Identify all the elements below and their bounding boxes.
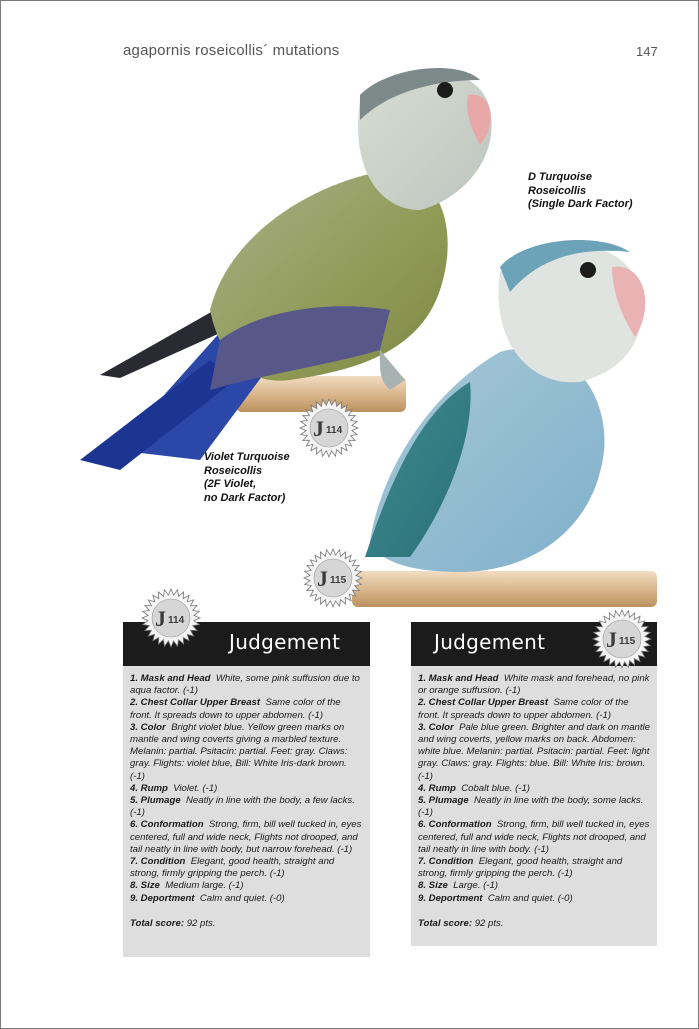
- item-label: 9. Deportment: [130, 892, 195, 904]
- item-label: 5. Plumage: [418, 795, 469, 807]
- badge-letter: J: [155, 606, 166, 631]
- judgement-item: [130, 795, 364, 819]
- judgement-panel-right: [411, 622, 657, 946]
- item-label: 6. Conformation: [418, 819, 492, 831]
- item-text: Strong, firm, bill well tucked in, eyes centered, full and wide neck, Flights not drooped, and tail neatly in line with body. (-1): [418, 819, 650, 855]
- caption-line: D Turquoise: [528, 171, 592, 183]
- judgement-item: [418, 880, 651, 892]
- caption-line: no Dark Factor): [204, 491, 286, 504]
- j115-badge-photo: [303, 548, 363, 608]
- judgement-item: [130, 856, 364, 880]
- item-text: Same color of the front. It spreads down to upper abdomen. (-1): [130, 697, 341, 721]
- judgement-item: [130, 819, 364, 856]
- judgement-list: [411, 666, 657, 905]
- judgement-item: [130, 783, 364, 795]
- item-text: Large. (-1): [453, 880, 499, 892]
- item-text: Elegant, good health, straight and strong, firmly gripping the perch. (-1): [418, 856, 623, 880]
- judgement-item: [418, 819, 651, 856]
- item-label: 4. Rump: [130, 782, 168, 794]
- badge-number: 115: [619, 636, 636, 647]
- item-label: 3. Color: [418, 721, 454, 733]
- caption-line: Roseicollis: [528, 184, 587, 197]
- item-label: 4. Rump: [418, 782, 456, 794]
- badge-letter: J: [606, 627, 617, 652]
- item-text: Violet. (-1): [173, 782, 218, 794]
- item-label: 2. Chest Collar Upper Breast: [418, 697, 549, 709]
- item-label: 8. Size: [418, 880, 448, 892]
- j114-badge-photo: [299, 398, 359, 458]
- item-text: Neatly in line with the body, a few lacks. (-1): [130, 795, 355, 819]
- judgement-panel-left: [123, 622, 370, 957]
- item-label: 8. Size: [130, 880, 160, 892]
- item-text: Medium large. (-1): [165, 880, 244, 892]
- caption-violet-turquoise: [204, 451, 290, 505]
- total-score-value: 92 pts.: [186, 917, 216, 929]
- running-header: agapornis roseicollis´ mutations: [123, 42, 340, 59]
- judgement-item: [130, 893, 364, 905]
- judgement-item: [418, 673, 651, 697]
- judgement-item: [418, 783, 651, 795]
- item-label: 1. Mask and Head: [418, 673, 499, 684]
- badge-letter: J: [317, 566, 328, 591]
- j115-badge-judgement: [592, 609, 652, 669]
- item-text: Calm and quiet. (-0): [199, 892, 285, 904]
- total-score: [411, 918, 657, 929]
- badge-letter: J: [313, 416, 324, 441]
- judgement-item: [130, 673, 364, 697]
- judgement-item: [418, 856, 651, 880]
- item-label: 3. Color: [130, 721, 166, 733]
- page-number: 147: [636, 44, 658, 59]
- badge-number: 114: [326, 425, 343, 436]
- item-text: Pale blue green. Brighter and dark on mantle and wing coverts, yellow marks on back. Abdomen: white blue. Melanin: partial. Psitacin: partial. Feet: light gray. Claws: gray. Flights: blue. Bill: White Iris: brown. (-1): [418, 721, 650, 782]
- judgement-item: [418, 722, 651, 783]
- caption-line: Roseicollis: [204, 464, 263, 477]
- item-text: Strong, firm, bill well tucked in, eyes centered, full and wide neck, Flights not drooped, and tail neatly in line with body, but narrow forehead. (-1): [130, 819, 362, 855]
- item-text: Elegant, good health, straight and strong, firmly gripping the perch. (-1): [130, 856, 335, 880]
- item-label: 5. Plumage: [130, 795, 181, 807]
- judgement-item: [130, 722, 364, 783]
- d-turquoise-lovebird-photo: [350, 232, 660, 627]
- item-text: Neatly in line with the body, some lacks. (-1): [418, 795, 644, 819]
- judgement-item: [418, 697, 651, 721]
- total-score-label: Total score:: [418, 917, 473, 929]
- item-text: White mask and forehead, no pink or orange suffusion. (-1): [418, 673, 650, 697]
- caption-d-turquoise: [528, 171, 633, 212]
- total-score-label: Total score:: [130, 917, 185, 929]
- badge-number: 115: [330, 575, 347, 586]
- item-label: 1. Mask and Head: [130, 673, 211, 684]
- item-text: Cobalt blue. (-1): [461, 782, 530, 794]
- caption-line: (2F Violet,: [204, 478, 257, 490]
- judgement-title: Judgement: [434, 630, 546, 654]
- total-score: [123, 918, 370, 929]
- total-score-value: 92 pts.: [474, 917, 504, 929]
- item-text: Bright violet blue. Yellow green marks on mantle and wing coverts giving a marbled texture. Melanin: partial. Psitacin: partial. Feet: gray. Claws: gray. Flights: violet blue, Bill: White Iris-dark brown. (-1): [130, 721, 348, 782]
- badge-number: 114: [168, 615, 185, 626]
- item-text: Same color of the front. It spreads down to upper abdomen. (-1): [418, 697, 629, 721]
- item-label: 6. Conformation: [130, 819, 204, 831]
- item-label: 7. Condition: [418, 856, 474, 868]
- item-text: Calm and quiet. (-0): [487, 892, 573, 904]
- item-label: 2. Chest Collar Upper Breast: [130, 697, 261, 709]
- judgement-list: [123, 666, 370, 905]
- item-label: 9. Deportment: [418, 892, 483, 904]
- judgement-title: Judgement: [229, 630, 341, 654]
- judgement-item: [130, 880, 364, 892]
- j114-badge-judgement: [141, 588, 201, 648]
- caption-line: Violet Turquoise: [204, 451, 290, 463]
- item-label: 7. Condition: [130, 856, 186, 868]
- judgement-item: [418, 893, 651, 905]
- item-text: White, some pink suffusion due to aqua factor. (-1): [130, 673, 360, 697]
- judgement-item: [418, 795, 651, 819]
- judgement-item: [130, 697, 364, 721]
- caption-line: (Single Dark Factor): [528, 198, 633, 210]
